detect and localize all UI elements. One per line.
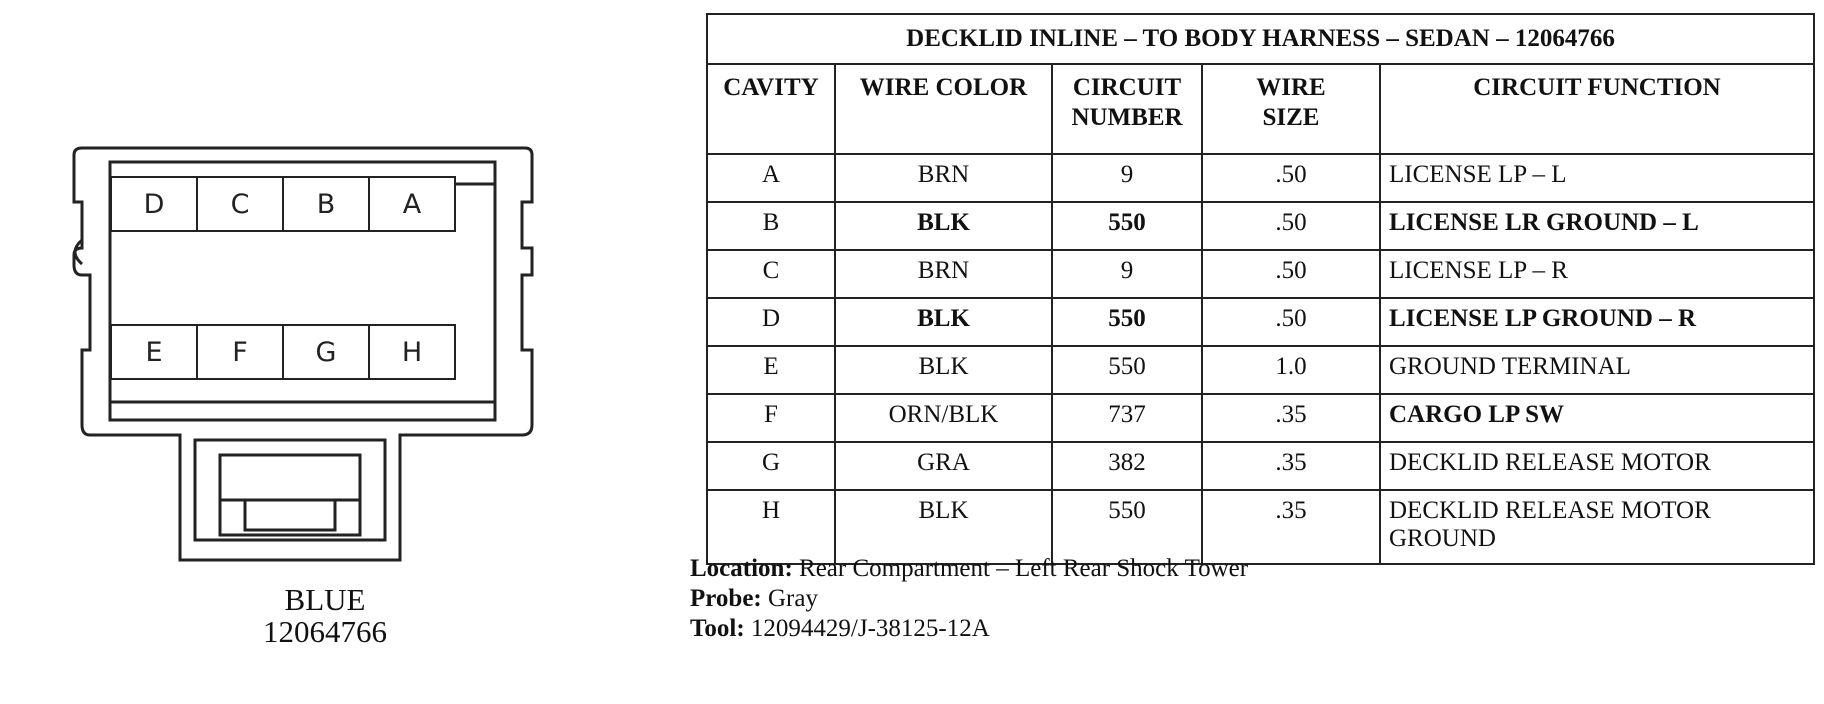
connector-diagram	[70, 140, 550, 580]
table-title: DECKLID INLINE – TO BODY HARNESS – SEDAN – 12064766	[707, 14, 1814, 64]
header-wire-size: WIRE SIZE	[1202, 64, 1380, 154]
circuit-number-cell: 550	[1052, 490, 1202, 564]
wire-color-cell: GRA	[835, 442, 1052, 490]
circuit-number-cell: 550	[1052, 202, 1202, 250]
cavity-cell: H	[707, 490, 835, 564]
pinout-table	[706, 13, 1815, 565]
wire-color-cell: BLK	[835, 202, 1052, 250]
wire-color-cell: BLK	[835, 490, 1052, 564]
wire-color-cell: ORN/BLK	[835, 394, 1052, 442]
table-row	[707, 442, 1814, 490]
circuit-function-cell: LICENSE LP – R	[1380, 250, 1814, 298]
connector-notes	[690, 554, 1248, 644]
table-row	[707, 346, 1814, 394]
probe-line: Probe: Gray	[690, 585, 818, 612]
wire-size-cell: .50	[1202, 298, 1380, 346]
cavity-f-pin: F	[196, 324, 284, 380]
header-circuit-function: CIRCUIT FUNCTION	[1380, 64, 1814, 154]
table-row	[707, 154, 1814, 202]
wire-size-cell: .35	[1202, 490, 1380, 564]
table-row	[707, 250, 1814, 298]
circuit-function-cell: LICENSE LR GROUND – L	[1380, 202, 1814, 250]
circuit-number-cell: 550	[1052, 298, 1202, 346]
wire-size-cell: .50	[1202, 250, 1380, 298]
header-cavity: CAVITY	[707, 64, 835, 154]
cavity-e-pin: E	[110, 324, 198, 380]
table-row	[707, 490, 1814, 564]
cavity-cell: E	[707, 346, 835, 394]
cavity-c-pin: C	[196, 176, 284, 232]
circuit-function-cell: GROUND TERMINAL	[1380, 346, 1814, 394]
wire-color-cell: BLK	[835, 298, 1052, 346]
header-circuit-number: CIRCUIT NUMBER	[1052, 64, 1202, 154]
cavity-cell: C	[707, 250, 835, 298]
connector-part-number: 12064766	[263, 614, 387, 649]
wire-color-cell: BLK	[835, 346, 1052, 394]
connector-color-label: BLUE	[284, 582, 366, 617]
cavity-h-pin: H	[368, 324, 456, 380]
circuit-function-cell: LICENSE LP GROUND – R	[1380, 298, 1814, 346]
circuit-number-cell: 382	[1052, 442, 1202, 490]
wire-color-cell: BRN	[835, 250, 1052, 298]
circuit-function-cell: CARGO LP SW	[1380, 394, 1814, 442]
cavity-b-pin: B	[282, 176, 370, 232]
cavity-a-pin: A	[368, 176, 456, 232]
tool-line: Tool: 12094429/J-38125-12A	[690, 615, 990, 642]
circuit-function-cell: DECKLID RELEASE MOTOR GROUND	[1380, 490, 1814, 564]
wire-color-cell: BRN	[835, 154, 1052, 202]
cavity-cell: B	[707, 202, 835, 250]
location-line: Location: Rear Compartment – Left Rear Shock Tower	[690, 555, 1249, 582]
table-row	[707, 394, 1814, 442]
wire-size-cell: .35	[1202, 442, 1380, 490]
cavity-cell: A	[707, 154, 835, 202]
wire-size-cell: .50	[1202, 202, 1380, 250]
cavity-d-pin: D	[110, 176, 198, 232]
circuit-number-cell: 737	[1052, 394, 1202, 442]
table-row	[707, 298, 1814, 346]
circuit-number-cell: 9	[1052, 154, 1202, 202]
circuit-function-cell: LICENSE LP – L	[1380, 154, 1814, 202]
circuit-number-cell: 550	[1052, 346, 1202, 394]
cavity-cell: G	[707, 442, 835, 490]
table-row	[707, 202, 1814, 250]
cavity-g-pin: G	[282, 324, 370, 380]
cavity-cell: F	[707, 394, 835, 442]
circuit-function-cell: DECKLID RELEASE MOTOR	[1380, 442, 1814, 490]
table-header-row	[707, 64, 1814, 154]
wire-size-cell: .35	[1202, 394, 1380, 442]
wire-size-cell: .50	[1202, 154, 1380, 202]
cavity-cell: D	[707, 298, 835, 346]
header-wire-color: WIRE COLOR	[835, 64, 1052, 154]
wire-size-cell: 1.0	[1202, 346, 1380, 394]
circuit-number-cell: 9	[1052, 250, 1202, 298]
